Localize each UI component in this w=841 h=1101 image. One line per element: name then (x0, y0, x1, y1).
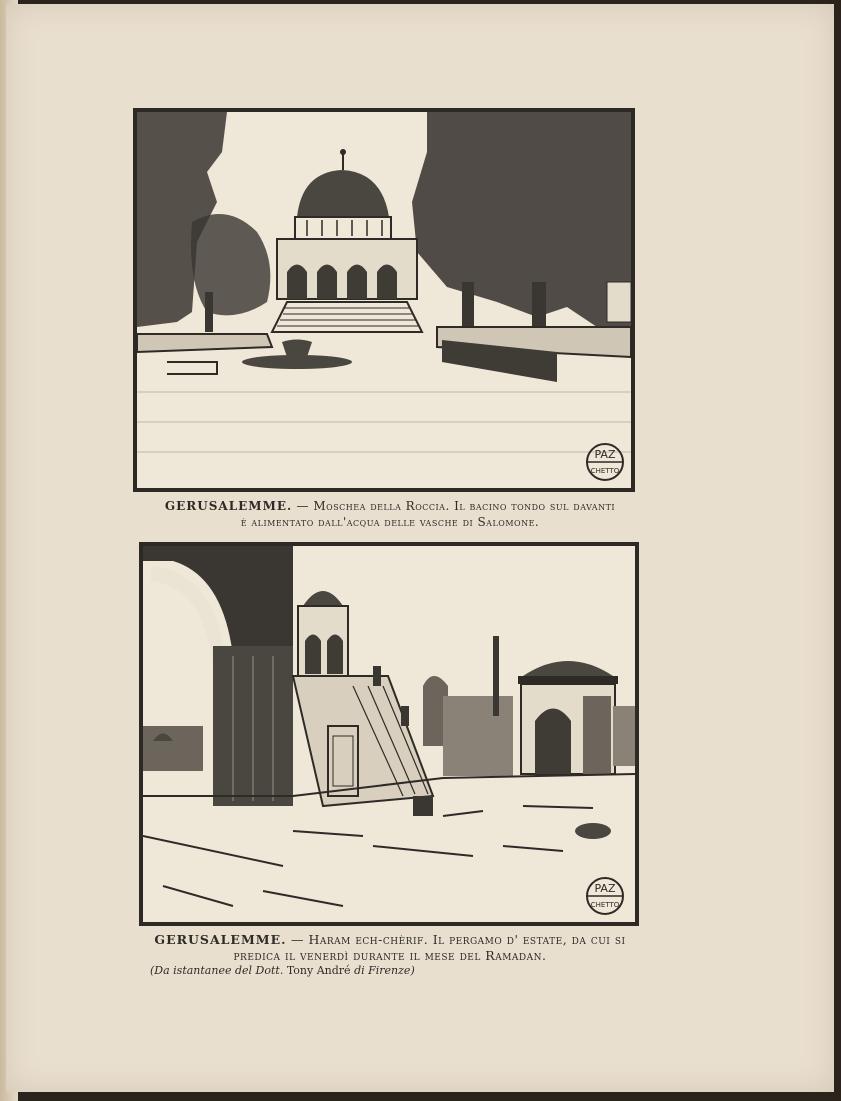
bottom-caption (130, 932, 650, 964)
monogram-top-upper: PAZ (594, 448, 616, 461)
top-caption-place: GERUSALEMME. (164, 499, 293, 513)
illustration-haram-pulpit (139, 542, 639, 926)
credit-name: Tony André (286, 964, 351, 977)
monogram-bottom-upper: PAZ (594, 882, 616, 895)
bottom-caption-line1 (130, 932, 650, 948)
monogram-top-lower: CHETTO (590, 467, 620, 475)
illustration-dome-of-the-rock (133, 108, 635, 492)
monogram-bottom-lower: CHETTO (590, 901, 620, 909)
top-caption-line1 (135, 498, 645, 514)
top-caption-text2: è alimentato dall'acqua delle vasche di Salomone. (240, 515, 540, 529)
photo-credit (150, 964, 415, 977)
credit-suffix: di Firenze) (354, 964, 415, 977)
bottom-caption-text2: predica il venerdì durante il mese del Ramadan. (233, 948, 547, 963)
bottom-caption-text1: — Haram ech-chèrif. Il pergamo d' estate, da cui si (291, 932, 626, 947)
top-caption (135, 498, 645, 530)
top-caption-text1: — Moschea della Roccia. Il bacino tondo sul davanti (296, 499, 616, 513)
artist-monogram-top (587, 444, 623, 480)
woodcut-dome (137, 112, 631, 488)
credit-prefix: (Da istantanee del Dott. (150, 964, 284, 977)
artist-monogram-bottom (587, 878, 623, 914)
bottom-caption-place: GERUSALEMME. (154, 932, 287, 947)
woodcut-pulpit (143, 546, 635, 922)
